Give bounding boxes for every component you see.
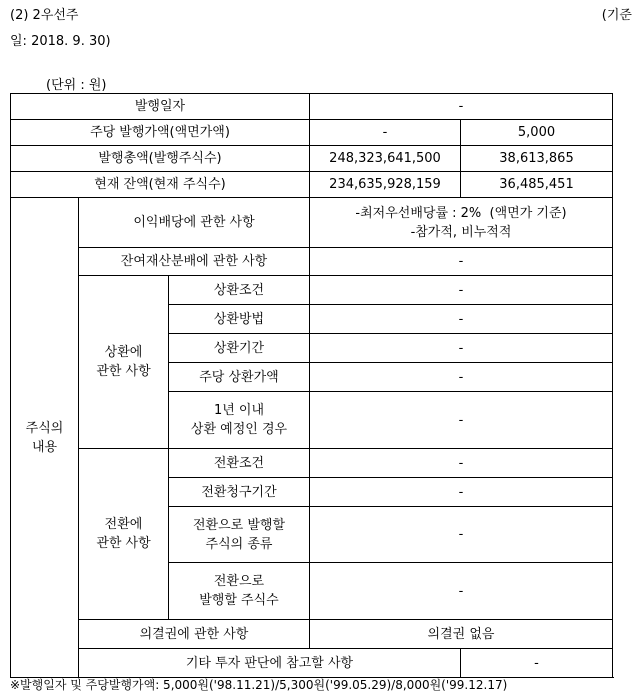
dividend-value: -최저우선배당률 : 2% (액면가 기준) -참가적, 비누적적 — [310, 198, 613, 248]
conversion-item-label: 전환청구기간 — [169, 478, 310, 507]
redemption-item-label: 주당 상환가액 — [169, 363, 310, 392]
redemption-item-label: 1년 이내 상환 예정인 경우 — [169, 392, 310, 449]
total-issue-shares: 38,613,865 — [461, 146, 613, 172]
table-row — [11, 276, 613, 305]
dividend-label: 이익배당에 관한 사항 — [79, 198, 310, 248]
conversion-item-value: - — [310, 478, 613, 507]
conversion-group-label: 전환에 관한 사항 — [79, 449, 169, 620]
conversion-item-value: - — [310, 507, 613, 563]
redemption-item-value: - — [310, 334, 613, 363]
voting-value: 의결권 없음 — [310, 620, 613, 649]
redemption-item-value: - — [310, 392, 613, 449]
redemption-item-label: 상환방법 — [169, 305, 310, 334]
residual-label: 잔여재산분배에 관한 사항 — [79, 248, 310, 276]
other-label: 기타 투자 판단에 참고할 사항 — [79, 649, 461, 678]
par-value-preferred: 5,000 — [461, 120, 613, 146]
stock-content-group-label: 주식의 내용 — [11, 198, 79, 678]
conversion-item-label: 전환으로 발행할 주식수 — [169, 563, 310, 620]
table-row — [11, 146, 613, 172]
issue-date-label: 발행일자 — [11, 94, 310, 120]
section-title: (2) 2우선주 — [10, 8, 79, 23]
par-value-label: 주당 발행가액(액면가액) — [11, 120, 310, 146]
redemption-item-value: - — [310, 363, 613, 392]
total-issue-amount: 248,323,641,500 — [310, 146, 461, 172]
footnote: ※발행일자 및 주당발행가액: 5,000원('98.11.21)/5,300원('99.05.29)/8,000원('99.12.17) — [10, 678, 508, 692]
conversion-item-value: - — [310, 563, 613, 620]
reference-date: 일: 2018. 9. 30) — [10, 34, 111, 49]
issue-date-value: - — [310, 94, 613, 120]
table-row — [11, 198, 613, 248]
table-row — [11, 172, 613, 198]
redemption-group-label: 상환에 관한 사항 — [79, 276, 169, 449]
table-row — [11, 449, 613, 478]
total-issue-label: 발행총액(발행주식수) — [11, 146, 310, 172]
par-value-common: - — [310, 120, 461, 146]
redemption-item-value: - — [310, 276, 613, 305]
unit-label: (단위 : 원) — [46, 78, 107, 93]
table-row — [11, 649, 613, 678]
current-balance-shares: 36,485,451 — [461, 172, 613, 198]
reference-label: (기준 — [601, 8, 632, 23]
table-row — [11, 620, 613, 649]
residual-value: - — [310, 248, 613, 276]
conversion-item-label: 전환조건 — [169, 449, 310, 478]
table-row — [11, 120, 613, 146]
redemption-item-label: 상환기간 — [169, 334, 310, 363]
conversion-item-value: - — [310, 449, 613, 478]
conversion-item-label: 전환으로 발행할 주식의 종류 — [169, 507, 310, 563]
table-row — [11, 248, 613, 276]
voting-label: 의결권에 관한 사항 — [79, 620, 310, 649]
current-balance-amount: 234,635,928,159 — [310, 172, 461, 198]
other-value: - — [461, 649, 613, 678]
redemption-item-value: - — [310, 305, 613, 334]
redemption-item-label: 상환조건 — [169, 276, 310, 305]
preferred-stock-table — [10, 93, 613, 678]
table-row — [11, 94, 613, 120]
current-balance-label: 현재 잔액(현재 주식수) — [11, 172, 310, 198]
